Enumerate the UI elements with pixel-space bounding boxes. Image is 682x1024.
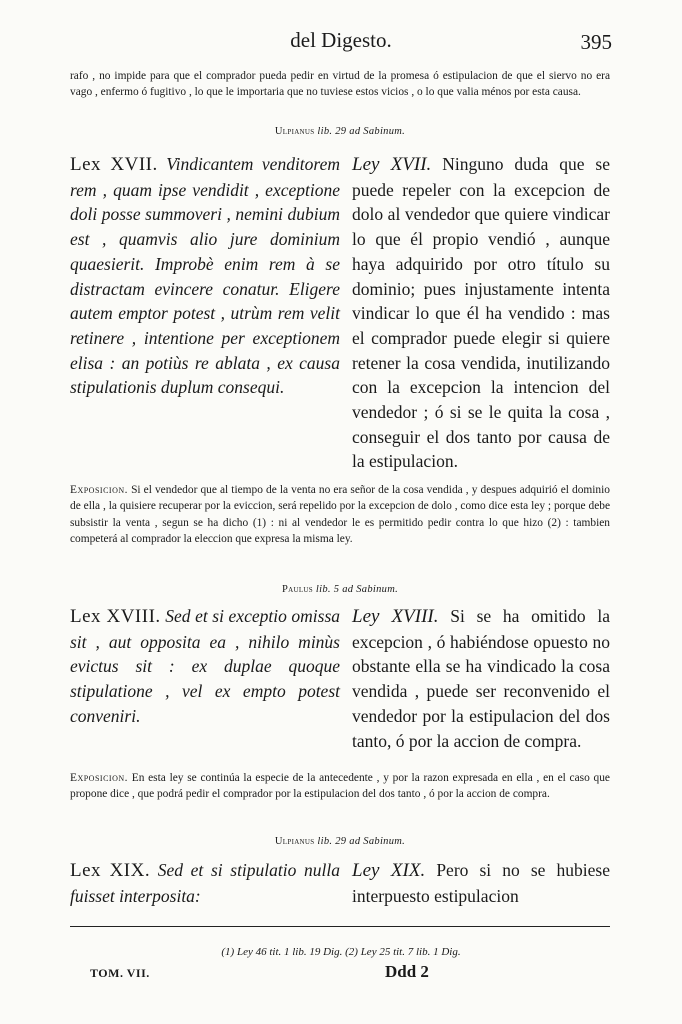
- footnotes: (1) Ley 46 tit. 1 lib. 19 Dig. (2) Ley 25 tit. 7 lib. 1 Dig.: [221, 946, 461, 958]
- latin-body: Sed et si stipulatio nulla fuisset interposita:: [70, 860, 341, 906]
- source-reference: lib. 29 ad Sabinum.: [317, 126, 406, 137]
- source-citation-2: [70, 584, 610, 595]
- source-reference: lib. 5 ad Sabinum.: [315, 584, 399, 595]
- source-reference: lib. 29 ad Sabinum.: [317, 836, 406, 847]
- spanish-text-ley-17: [352, 152, 610, 474]
- volume-mark: TOM. VII.: [90, 966, 150, 980]
- exposicion-1: [70, 482, 610, 548]
- running-header: del Digesto.: [290, 28, 392, 52]
- spanish-body: Pero si no se hubiese interpuesto estipulacion: [352, 860, 610, 906]
- source-author: Ulpianus: [274, 126, 315, 137]
- exposicion-text: Si el vendedor que al tiempo de la venta no era señor de la cosa vendida , y despues adquirió el dominio de ella , la quisiere recuperar por la eviccion, será repelido por la excepcion de dolo , como dice esta ley ; porque debe subsistir la venta , segun se ha dicho (1) : ni al vendedor le es permitido pedir contra lo que hizo (2) : tambien competerá al comprador la eleccion que expresa la misma ley.: [70, 484, 610, 546]
- signature-mark: Ddd 2: [385, 962, 429, 981]
- lex-heading: Lex XIX.: [70, 860, 151, 881]
- source-author: Ulpianus: [274, 836, 315, 847]
- source-citation-1: [70, 126, 610, 137]
- exposicion-text: En esta ley se continúa la especie de la antecedente , y por la razon expresada en ella , en el caso que propone dice , que podrá pedir el comprador por la estipulacion del dos tanto , ó por la accion de compra.: [70, 772, 610, 801]
- spanish-text-ley-18: [352, 604, 610, 753]
- page-number: 395: [580, 30, 612, 54]
- latin-text-lex-17: [70, 152, 340, 400]
- spanish-text-ley-19: [352, 858, 610, 908]
- latin-body: Vindicantem venditorem rem , quam ipse vendidit , exceptione doli posse summoveri , nemini dubium est , quamvis alio jure dominium quaesierit. Improbè enim rem à se distractam evincere conatur. Eligere autem emptor potest , utrùm rem velit retinere , intentione per exceptionem elisa : an potiùs re ablata , ex causa stipulationis duplum consequi.: [70, 154, 340, 398]
- latin-body: Sed et si exceptio omissa sit , aut opposita ea , nihilo minùs evictus sit : ex duplae quoque stipulatione , vel ex empto potest conveniri.: [70, 606, 341, 726]
- ley-heading: Ley XIX.: [352, 860, 426, 881]
- exposicion-label: Exposicion.: [70, 772, 128, 784]
- spanish-body: Si se ha omitido la excepcion , ó habiéndose opuesto no obstante ella se ha vindicado la cosa vendida , puede ser reconvenido el vendedor por la estipulacion del dos tanto, ó por la accion de compra.: [352, 606, 610, 751]
- lex-heading: Lex XVIII.: [70, 606, 161, 627]
- ley-heading: Ley XVIII.: [352, 606, 439, 627]
- exposicion-2: [70, 770, 610, 803]
- exposicion-label: Exposicion.: [70, 484, 128, 496]
- lex-heading: Lex XVII.: [70, 154, 158, 175]
- latin-text-lex-18: [70, 604, 340, 729]
- latin-text-lex-19: [70, 858, 340, 908]
- continued-paragraph: rafo , no impide para que el comprador pueda pedir en virtud de la promesa ó estipulacion de que el siervo no era vago , enfermo ó fugitivo , lo que le importaria que no tuviese estos vicios , o lo que valia ménos por esta causa.: [70, 70, 610, 98]
- spanish-body: Ninguno duda que se puede repeler con la excepcion de dolo al vendedor que quiere vindicar lo que él propio vendió , aunque haya adquirido por otro título su dominio; pues injustamente intenta vindicar lo que él ha vendido : mas el comprador puede elegir si quiere retener la cosa vendida, inutilizando con la excepcion la intencion del vendedor ; ó si se le quita la cosa , conseguir el dos tanto por causa de la estipulacion.: [352, 154, 610, 472]
- ley-heading: Ley XVII.: [352, 154, 432, 175]
- source-citation-3: [70, 836, 610, 847]
- source-author: Paulus: [281, 584, 313, 595]
- footnote-rule: [70, 926, 610, 927]
